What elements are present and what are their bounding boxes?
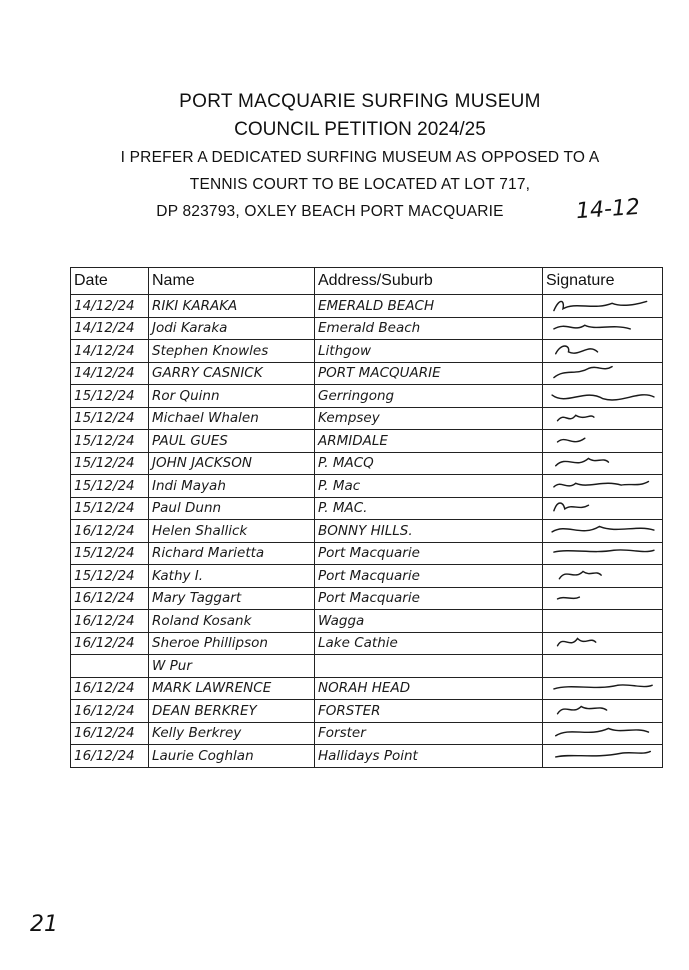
handwritten-signature bbox=[546, 363, 660, 383]
column-header-signature: Signature bbox=[543, 268, 663, 295]
page-number: 21 bbox=[30, 912, 58, 937]
handwritten-signature bbox=[546, 386, 660, 406]
table-row bbox=[71, 722, 663, 745]
handwritten-signature bbox=[546, 701, 660, 721]
table-row bbox=[71, 475, 663, 498]
row-date: 16/12/24 bbox=[71, 632, 149, 655]
table-row bbox=[71, 430, 663, 453]
table-row bbox=[71, 452, 663, 475]
column-header-name: Name bbox=[149, 268, 315, 295]
row-name: JOHN JACKSON bbox=[149, 452, 315, 475]
row-name: Paul Dunn bbox=[149, 497, 315, 520]
museum-title: PORT MACQUARIE SURFING MUSEUM bbox=[179, 91, 541, 112]
petition-header bbox=[60, 88, 660, 225]
row-signature bbox=[543, 700, 663, 723]
row-name: RIKI KARAKA bbox=[149, 295, 315, 318]
table-row bbox=[71, 362, 663, 385]
row-date: 15/12/24 bbox=[71, 565, 149, 588]
handwritten-signature bbox=[546, 633, 660, 653]
row-address: NORAH HEAD bbox=[315, 677, 543, 700]
row-date: 16/12/24 bbox=[71, 520, 149, 543]
table-row bbox=[71, 655, 663, 678]
table-header-row bbox=[71, 268, 663, 295]
row-address: P. MAC. bbox=[315, 497, 543, 520]
table-row bbox=[71, 340, 663, 363]
row-name: DEAN BERKREY bbox=[149, 700, 315, 723]
row-signature bbox=[543, 317, 663, 340]
row-date: 16/12/24 bbox=[71, 722, 149, 745]
row-name: MARK LAWRENCE bbox=[149, 677, 315, 700]
row-signature bbox=[543, 745, 663, 768]
row-address: Forster bbox=[315, 722, 543, 745]
handwritten-signature bbox=[546, 296, 660, 316]
row-address: Gerringong bbox=[315, 385, 543, 408]
handwritten-signature bbox=[546, 453, 660, 473]
row-signature bbox=[543, 362, 663, 385]
row-name: W Pur bbox=[149, 655, 315, 678]
table-row bbox=[71, 520, 663, 543]
row-signature bbox=[543, 587, 663, 610]
row-address: ARMIDALE bbox=[315, 430, 543, 453]
table-row bbox=[71, 497, 663, 520]
row-date: 16/12/24 bbox=[71, 700, 149, 723]
row-signature bbox=[543, 340, 663, 363]
row-signature bbox=[543, 520, 663, 543]
row-address: P. Mac bbox=[315, 475, 543, 498]
row-name: Roland Kosank bbox=[149, 610, 315, 633]
column-header-date: Date bbox=[71, 268, 149, 295]
row-name: Helen Shallick bbox=[149, 520, 315, 543]
row-signature bbox=[543, 407, 663, 430]
petition-statement-line-3: DP 823793, OXLEY BEACH PORT MACQUARIE bbox=[156, 203, 504, 220]
row-date: 14/12/24 bbox=[71, 295, 149, 318]
row-name: PAUL GUES bbox=[149, 430, 315, 453]
handwritten-signature bbox=[546, 678, 660, 698]
table-row bbox=[71, 610, 663, 633]
row-address: Kempsey bbox=[315, 407, 543, 430]
row-signature bbox=[543, 295, 663, 318]
row-address: Lithgow bbox=[315, 340, 543, 363]
row-address: Wagga bbox=[315, 610, 543, 633]
table-row bbox=[71, 407, 663, 430]
row-date: 15/12/24 bbox=[71, 430, 149, 453]
table-row bbox=[71, 745, 663, 768]
handwritten-signature bbox=[546, 498, 660, 518]
table-row bbox=[71, 295, 663, 318]
table-row bbox=[71, 632, 663, 655]
handwritten-signature bbox=[546, 543, 660, 563]
row-date: 15/12/24 bbox=[71, 452, 149, 475]
row-date bbox=[71, 655, 149, 678]
handwritten-signature bbox=[546, 588, 660, 608]
handwritten-signature bbox=[546, 723, 660, 743]
row-address: Port Macquarie bbox=[315, 587, 543, 610]
row-signature bbox=[543, 385, 663, 408]
handwritten-signature bbox=[546, 566, 660, 586]
row-date: 15/12/24 bbox=[71, 542, 149, 565]
column-header-address: Address/Suburb bbox=[315, 268, 543, 295]
table-row bbox=[71, 542, 663, 565]
row-signature bbox=[543, 475, 663, 498]
row-name: Mary Taggart bbox=[149, 587, 315, 610]
row-name: Ror Quinn bbox=[149, 385, 315, 408]
table-row bbox=[71, 677, 663, 700]
row-name: Jodi Karaka bbox=[149, 317, 315, 340]
table-row bbox=[71, 317, 663, 340]
handwritten-signature bbox=[546, 476, 660, 496]
row-date: 16/12/24 bbox=[71, 587, 149, 610]
handwritten-signature bbox=[546, 318, 660, 338]
row-address: PORT MACQUARIE bbox=[315, 362, 543, 385]
row-address: BONNY HILLS. bbox=[315, 520, 543, 543]
table-row bbox=[71, 385, 663, 408]
petition-statement-line-2: TENNIS COURT TO BE LOCATED AT LOT 717, bbox=[189, 176, 531, 193]
handwritten-signature bbox=[546, 521, 660, 541]
row-address: Port Macquarie bbox=[315, 542, 543, 565]
row-signature bbox=[543, 430, 663, 453]
handwritten-signature bbox=[546, 746, 660, 766]
row-name: Sheroe Phillipson bbox=[149, 632, 315, 655]
row-signature bbox=[543, 677, 663, 700]
row-address: Port Macquarie bbox=[315, 565, 543, 588]
row-address: Emerald Beach bbox=[315, 317, 543, 340]
row-signature bbox=[543, 452, 663, 475]
handwritten-date: 14-12 bbox=[575, 194, 641, 225]
row-address: P. MACQ bbox=[315, 452, 543, 475]
table-row bbox=[71, 700, 663, 723]
row-address: Hallidays Point bbox=[315, 745, 543, 768]
row-date: 14/12/24 bbox=[71, 317, 149, 340]
row-name: Kathy I. bbox=[149, 565, 315, 588]
row-date: 14/12/24 bbox=[71, 362, 149, 385]
row-date: 16/12/24 bbox=[71, 610, 149, 633]
row-signature bbox=[543, 565, 663, 588]
row-name: GARRY CASNICK bbox=[149, 362, 315, 385]
row-signature bbox=[543, 632, 663, 655]
row-name: Stephen Knowles bbox=[149, 340, 315, 363]
row-signature bbox=[543, 497, 663, 520]
row-name: Laurie Coghlan bbox=[149, 745, 315, 768]
table-row bbox=[71, 587, 663, 610]
row-signature bbox=[543, 542, 663, 565]
row-signature bbox=[543, 610, 663, 633]
petition-title: COUNCIL PETITION 2024/25 bbox=[234, 119, 486, 140]
row-address: EMERALD BEACH bbox=[315, 295, 543, 318]
row-date: 16/12/24 bbox=[71, 745, 149, 768]
row-address: Lake Cathie bbox=[315, 632, 543, 655]
row-date: 16/12/24 bbox=[71, 677, 149, 700]
row-address: FORSTER bbox=[315, 700, 543, 723]
handwritten-signature bbox=[546, 408, 660, 428]
row-name: Indi Mayah bbox=[149, 475, 315, 498]
handwritten-signature bbox=[546, 341, 660, 361]
row-signature bbox=[543, 722, 663, 745]
row-date: 15/12/24 bbox=[71, 475, 149, 498]
petition-statement-line-1: I PREFER A DEDICATED SURFING MUSEUM AS OPPOSED TO A bbox=[120, 149, 600, 166]
row-date: 15/12/24 bbox=[71, 497, 149, 520]
row-date: 15/12/24 bbox=[71, 407, 149, 430]
row-name: Michael Whalen bbox=[149, 407, 315, 430]
row-name: Richard Marietta bbox=[149, 542, 315, 565]
table-row bbox=[71, 565, 663, 588]
row-date: 14/12/24 bbox=[71, 340, 149, 363]
row-date: 15/12/24 bbox=[71, 385, 149, 408]
signature-table bbox=[70, 267, 663, 768]
row-signature bbox=[543, 655, 663, 678]
row-name: Kelly Berkrey bbox=[149, 722, 315, 745]
handwritten-signature bbox=[546, 431, 660, 451]
row-address bbox=[315, 655, 543, 678]
